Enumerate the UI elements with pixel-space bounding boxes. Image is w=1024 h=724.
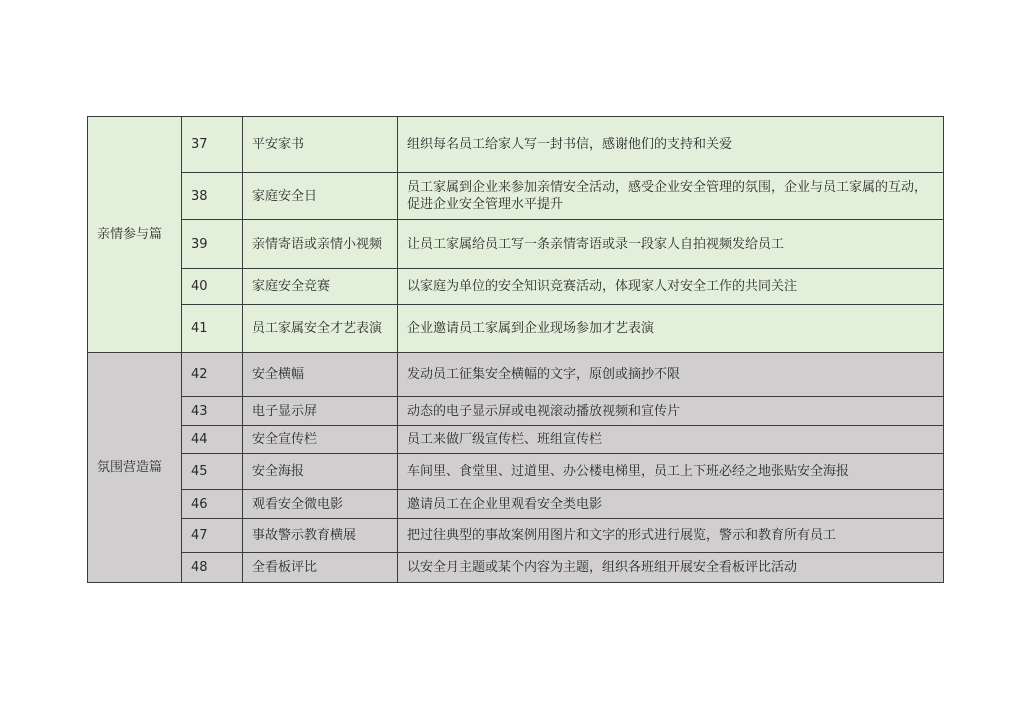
activity-name: 安全宣传栏 [243, 426, 398, 454]
activity-description: 邀请员工在企业里观看安全类电影 [398, 490, 944, 519]
row-number: 40 [182, 269, 243, 305]
activity-table [87, 116, 944, 583]
table-row [88, 117, 944, 173]
category-cell: 亲情参与篇 [88, 117, 182, 353]
activity-name: 电子显示屏 [243, 397, 398, 426]
activity-description: 把过往典型的事故案例用图片和文字的形式进行展览，警示和教育所有员工 [398, 519, 944, 553]
row-number: 48 [182, 553, 243, 583]
row-number: 41 [182, 305, 243, 353]
row-number: 44 [182, 426, 243, 454]
row-number: 37 [182, 117, 243, 173]
table-row [88, 173, 944, 220]
activity-name: 事故警示教育横展 [243, 519, 398, 553]
table-row [88, 397, 944, 426]
activity-description: 发动员工征集安全横幅的文字，原创或摘抄不限 [398, 353, 944, 397]
row-number: 45 [182, 454, 243, 490]
activity-name: 全看板评比 [243, 553, 398, 583]
table-row [88, 305, 944, 353]
row-number: 43 [182, 397, 243, 426]
activity-name: 平安家书 [243, 117, 398, 173]
activity-description: 组织每名员工给家人写一封书信，感谢他们的支持和关爱 [398, 117, 944, 173]
row-number: 47 [182, 519, 243, 553]
activity-name: 员工家属安全才艺表演 [243, 305, 398, 353]
activity-description: 企业邀请员工家属到企业现场参加才艺表演 [398, 305, 944, 353]
table-row [88, 519, 944, 553]
activity-name: 家庭安全日 [243, 173, 398, 220]
table-row [88, 490, 944, 519]
activity-description: 员工家属到企业来参加亲情安全活动，感受企业安全管理的氛围，企业与员工家属的互动，促进企业安全管理水平提升 [398, 173, 944, 220]
table-row [88, 426, 944, 454]
activity-description: 员工来做厂级宣传栏、班组宣传栏 [398, 426, 944, 454]
activity-name: 安全横幅 [243, 353, 398, 397]
activity-description: 车间里、食堂里、过道里、办公楼电梯里，员工上下班必经之地张贴安全海报 [398, 454, 944, 490]
row-number: 38 [182, 173, 243, 220]
row-number: 46 [182, 490, 243, 519]
table-row [88, 220, 944, 269]
row-number: 42 [182, 353, 243, 397]
activity-name: 安全海报 [243, 454, 398, 490]
table-row [88, 353, 944, 397]
table-row [88, 269, 944, 305]
table-row [88, 454, 944, 490]
activity-name: 亲情寄语或亲情小视频 [243, 220, 398, 269]
category-cell: 氛围营造篇 [88, 353, 182, 583]
activity-name: 观看安全微电影 [243, 490, 398, 519]
activity-description: 动态的电子显示屏或电视滚动播放视频和宣传片 [398, 397, 944, 426]
row-number: 39 [182, 220, 243, 269]
table-row [88, 553, 944, 583]
activity-description: 让员工家属给员工写一条亲情寄语或录一段家人自拍视频发给员工 [398, 220, 944, 269]
activity-description: 以家庭为单位的安全知识竞赛活动，体现家人对安全工作的共同关注 [398, 269, 944, 305]
activity-description: 以安全月主题或某个内容为主题，组织各班组开展安全看板评比活动 [398, 553, 944, 583]
activity-name: 家庭安全竞赛 [243, 269, 398, 305]
